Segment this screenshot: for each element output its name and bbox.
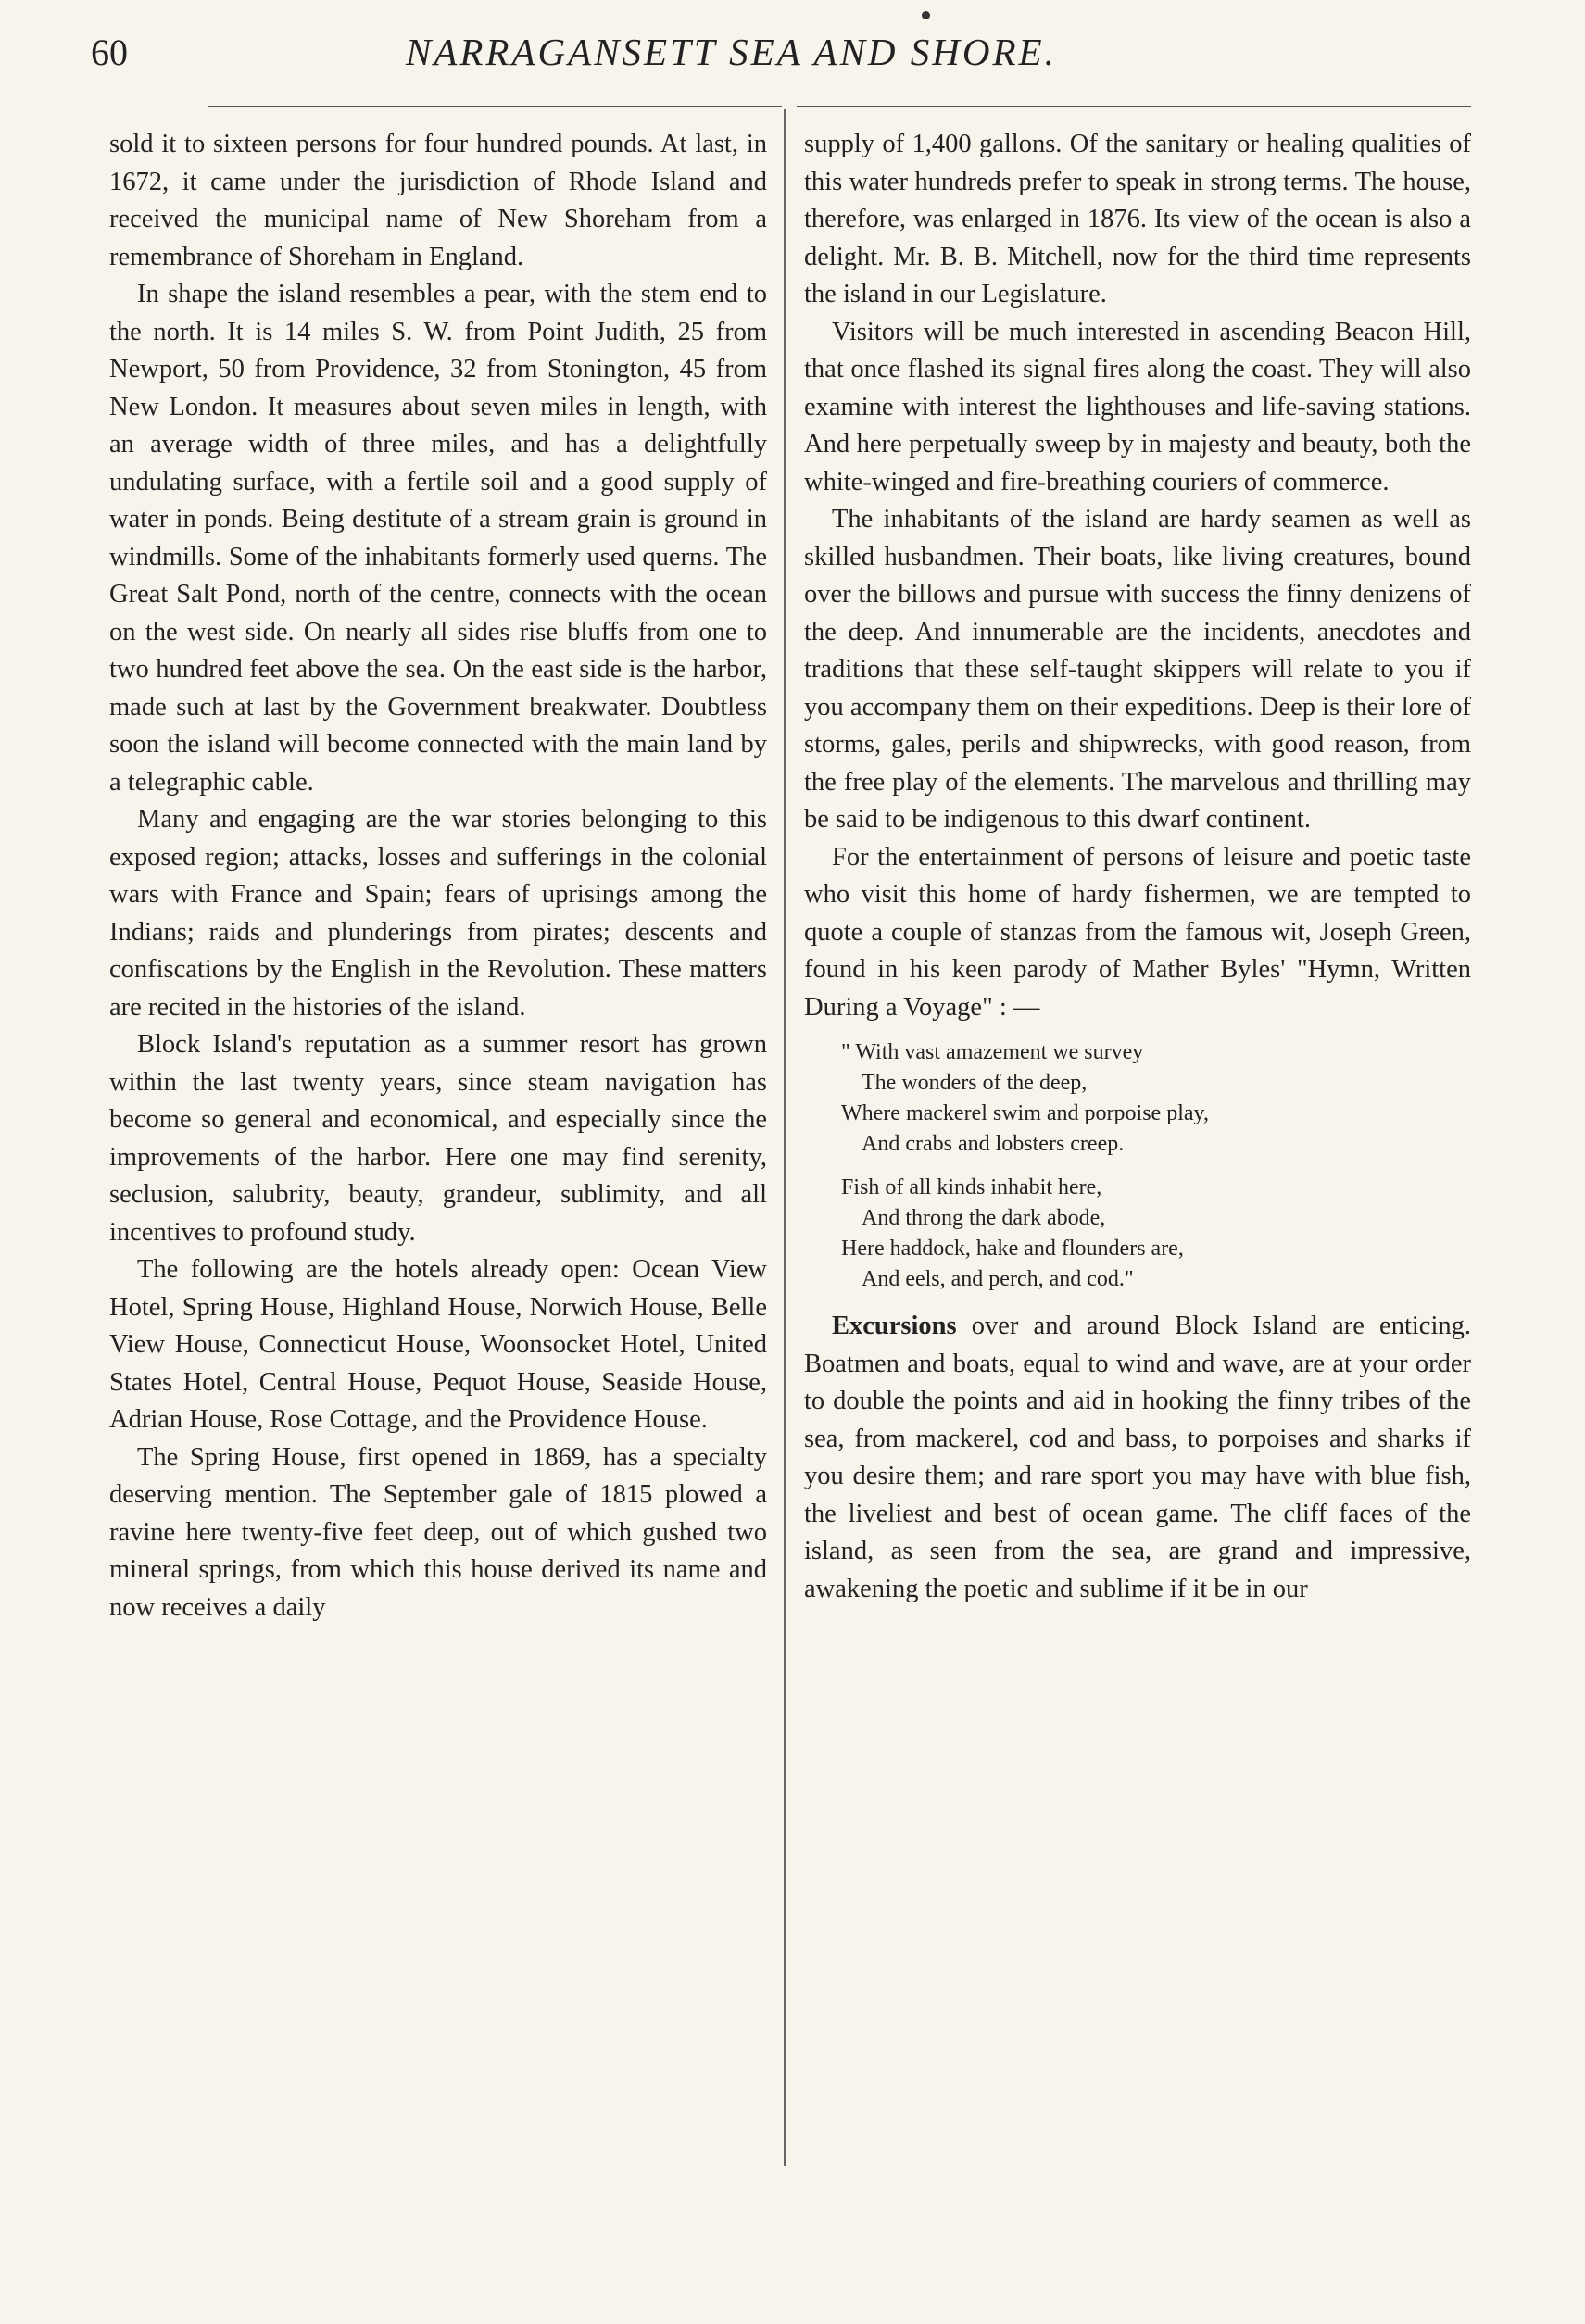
poem-line: And eels, and perch, and cod." [862,1267,1134,1291]
header-rule-right [797,106,1471,107]
printing-mark [922,11,930,19]
paragraph: The Spring House, first opened in 1869, has a specialty deserving mention. The September gale of 1815 plowed a ravine here twenty-five feet deep, out of which gushed two mineral springs, from which this house derived its name and now receives a daily [109,1442,767,1622]
paragraph: The inhabitants of the island are hardy seamen as well as skilled husbandmen. Their boats, like living creatures, bound over the billows and pursue with success the finny denizens of the deep. And innumerable are the incidents, anecdotes and traditions that these self-taught skippers will relate to you if you accompany them on their expeditions. Deep is their lore of storms, gales, perils and shipwrecks, with good reason, from the free play of the elements. The marvelous and thrilling may be said to be indigenous to this dwarf continent. [804,505,1471,834]
poem-line: Here haddock, hake and flounders are, [841,1237,1184,1261]
poem-line: Where mackerel swim and porpoise play, [841,1101,1209,1125]
poem-line: The wonders of the deep, [862,1071,1088,1095]
header-rule-left [208,106,782,107]
paragraph: supply of 1,400 gallons. Of the sanitary or healing qualities of this water hundreds prefer to speak in strong terms. The house, therefore, was enlarged in 1876. Its view of the ocean is also a delight. Mr. B. B. Mitchell, now for the third time represents the island in our Legislature. [804,130,1471,308]
page-number: 60 [91,31,128,73]
poem-stanza [841,1037,1471,1160]
page-header [91,30,1471,85]
paragraph: Many and engaging are the war stories belonging to this exposed region; attacks, losses and sufferings in the colonial wars with France and Spain; fears of uprisings among the Indians; raids and plunderings from pirates; descents and confiscations by the English in the Revolution. These matters are recited in the histories of the island. [109,805,767,1022]
paragraph-text: over and around Block Island are enticing. Boatmen and boats, equal to wind and wave, are at your order to double the points and aid in hooking the finny tribes of the sea, from mackerel, cod and bass, to porpoises and sharks if you desire them; and rare sport you may have with blue fish, the liveliest and best of ocean game. The cliff faces of the island, as seen from the sea, are grand and impressive, awakening the poetic and sublime if it be in our [804,1312,1471,1603]
poem-line: Fish of all kinds inhabit here, [841,1175,1102,1200]
poem-line: And crabs and lobsters creep. [862,1132,1125,1156]
poem-line: And throng the dark abode, [862,1206,1106,1230]
running-title: NARRAGANSETT SEA AND SHORE. [406,31,1057,73]
poem-line: " With vast amazement we survey [841,1040,1144,1064]
column-divider [784,109,786,2166]
poem-stanza [841,1173,1471,1295]
paragraph: In shape the island resembles a pear, with the stem end to the north. It is 14 miles S. W. from Point Judith, 25 from Newport, 50 from Providence, 32 from Stonington, 45 from New London. It measures about seven miles in length, with an average width of three miles, and has a delightfully undulating surface, with a fertile soil and a good supply of water in ponds. Being destitute of a stream grain is ground in windmills. Some of the inhabitants formerly used querns. The Great Salt Pond, north of the centre, connects with the ocean on the west side. On nearly all sides rise bluffs from one to two hundred feet above the sea. On the east side is the harbor, made such at last by the Government breakwater. Doubtless soon the island will become connected with the main land by a telegraphic cable. [109,280,767,797]
right-column [804,126,1471,1608]
paragraph: Visitors will be much interested in ascending Beacon Hill, that once flashed its signal fires along the coast. They will also examine with interest the lighthouses and life-saving stations. And here perpetually sweep by in majesty and beauty, both the white-winged and fire-breathing couriers of commerce. [804,317,1471,496]
paragraph: The following are the hotels already open: Ocean View Hotel, Spring House, Highland House, Norwich House, Belle View House, Connecticut House, Woonsocket Hotel, United States Hotel, Central House, Pequot House, Seaside House, Adrian House, Rose Cottage, and the Providence House. [109,1255,767,1434]
paragraph [804,1308,1471,1608]
quoted-poem [841,1037,1471,1295]
left-column [109,126,767,1627]
paragraph: Block Island's reputation as a summer resort has grown within the last twenty years, since steam navigation has become so general and economical, and especially since the improvements of the harbor. Here one may find serenity, seclusion, salubrity, beauty, grandeur, sublimity, and all incentives to profound study. [109,1030,767,1247]
paragraph: For the entertainment of persons of leisure and poetic taste who visit this home of hardy fishermen, we are tempted to quote a couple of stanzas from the famous wit, Joseph Green, found in his keen parody of Mather Byles' "Hymn, Written During a Voyage" : — [804,842,1471,1022]
paragraph: sold it to sixteen persons for four hundred pounds. At last, in 1672, it came under the jurisdiction of Rhode Island and received the municipal name of New Shoreham from a remembrance of Shoreham in England. [109,130,767,271]
paragraph-lead: Excursions [832,1312,957,1340]
